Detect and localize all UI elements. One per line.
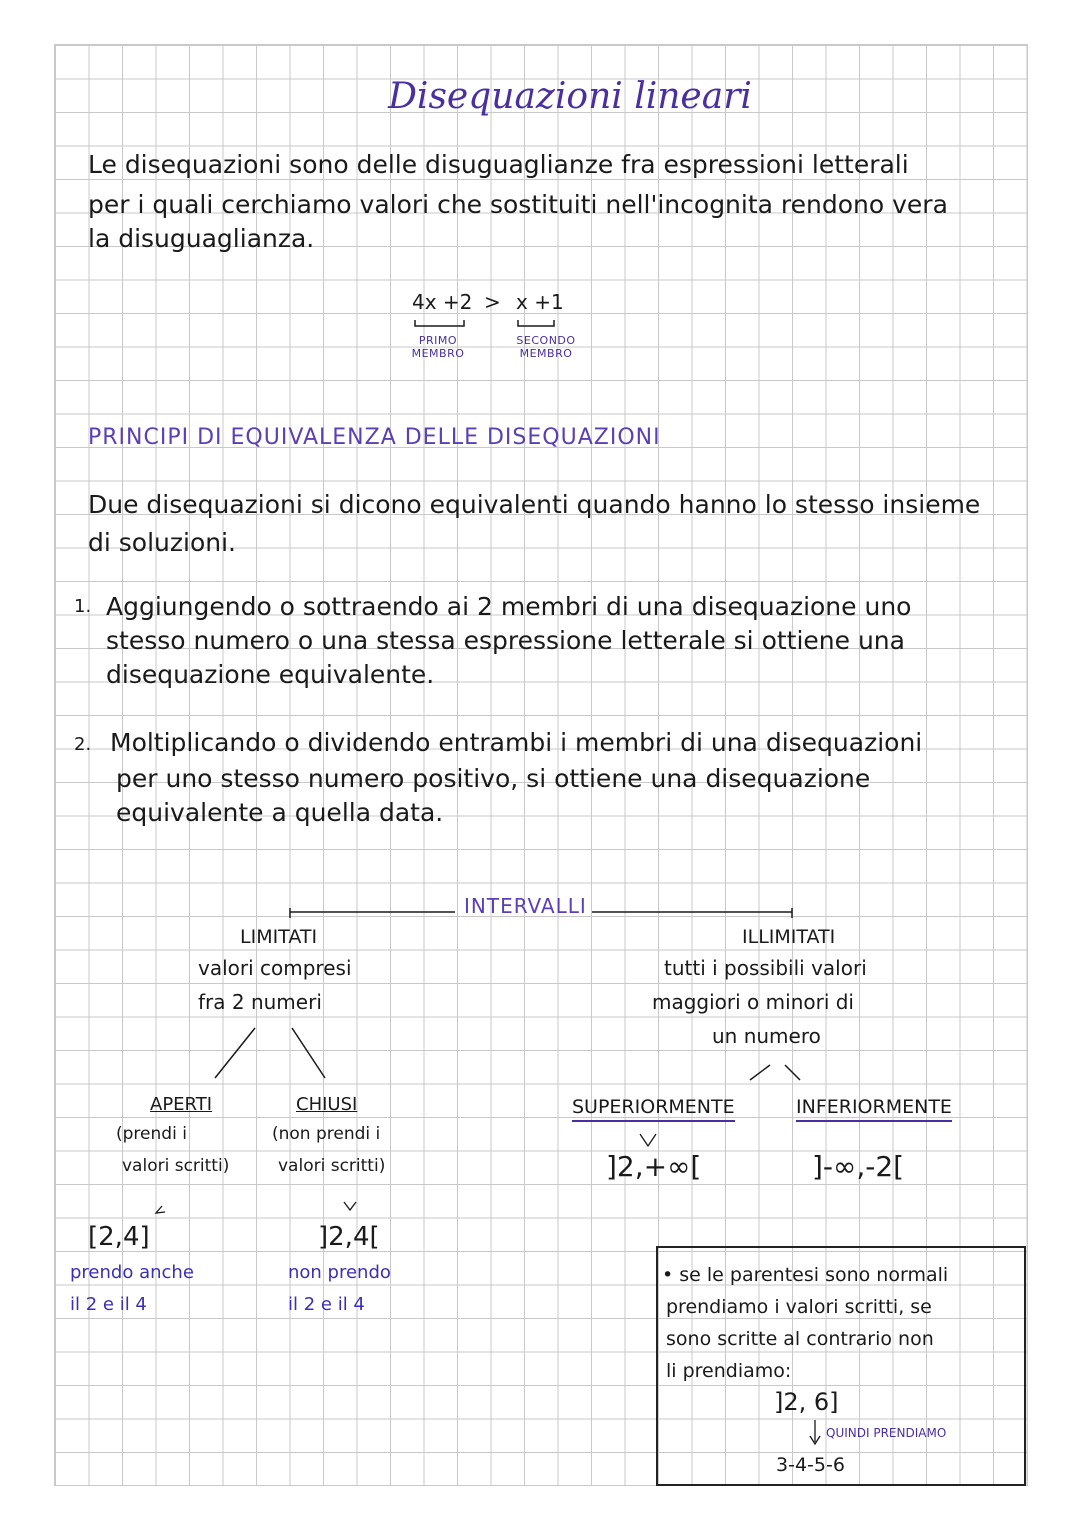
aperti-note-1: prendo anche [70,1262,194,1283]
principle-1-number: 1. [74,596,92,617]
chiusi-label: CHIUSI [296,1094,358,1115]
limitati-desc-1: valori compresi [198,956,352,980]
chiusi-note-1: non prendo [288,1262,391,1283]
branch-superiormente [750,1065,770,1080]
superiormente-example: ]2,+∞[ [606,1150,702,1183]
example-left: 4x +2 [412,290,473,314]
secondo-label: SECONDO [516,334,576,347]
membro-label-1: MEMBRO [411,347,465,360]
principle-2-line-1: Moltiplicando o dividendo entrambi i membri di una disequazioni [110,728,923,757]
limitati-label: LIMITATI [240,926,318,948]
secondo-membro-label [504,334,588,360]
inferiormente-label: INFERIORMENTE [796,1096,952,1122]
chiusi-desc-2: valori scritti) [278,1156,386,1176]
secondo-membro-bracket [518,320,554,326]
principles-heading: PRINCIPI DI EQUIVALENZA DELLE DISEQUAZIONI [88,425,661,450]
intro-line-3: la disuguaglianza. [88,224,315,253]
aperti-label: APERTI [150,1094,213,1115]
primo-label: PRIMO [418,334,458,347]
membro-label-2: MEMBRO [519,347,573,360]
illimitati-desc-2: maggiori o minori di [652,990,854,1014]
example-operator: > [484,290,501,314]
illimitati-desc-1: tutti i possibili valori [664,956,867,980]
aperti-example: [2,4] [88,1222,150,1252]
principle-2-line-3: equivalente a quella data. [116,798,444,827]
arrow-superiormente [640,1134,656,1146]
definition-line-2: di soluzioni. [88,528,236,557]
note-line-3: sono scritte al contrario non [666,1328,934,1350]
note-example: ]2, 6] [774,1388,839,1416]
inferiormente-example: ]-∞,-2[ [812,1150,905,1183]
principle-2-number: 2. [74,734,92,755]
principle-1-line-2: stesso numero o una stessa espressione letterale si ottiene una [106,626,905,655]
limitati-desc-2: fra 2 numeri [198,990,322,1014]
note-line-4: li prendiamo: [666,1360,792,1382]
chiusi-desc-1: (non prendi i [272,1124,381,1144]
branch-inferiormente [785,1065,800,1080]
note-line-1: • se le parentesi sono normali [662,1264,949,1286]
branch-chiusi [292,1028,325,1078]
arrow-chiusi [344,1202,356,1210]
note-line-2: prendiamo i valori scritti, se [666,1296,932,1318]
superiormente-label: SUPERIORMENTE [572,1096,735,1122]
arrow-aperti [156,1206,165,1213]
primo-membro-bracket [415,320,464,326]
aperti-note-2: il 2 e il 4 [70,1294,147,1315]
intro-line-2: per i quali cerchiamo valori che sostituiti nell'incognita rendono vera [88,190,948,219]
note-result: 3-4-5-6 [776,1454,845,1476]
principle-1-line-1: Aggiungendo o sottraendo ai 2 membri di una disequazione uno [106,592,912,621]
illimitati-label: ILLIMITATI [742,926,836,948]
example-right: x +1 [516,290,564,314]
definition-line-1: Due disequazioni si dicono equivalenti quando hanno lo stesso insieme [88,490,981,519]
branch-aperti [215,1028,255,1078]
illimitati-desc-3: un numero [712,1024,821,1048]
principle-2-line-2: per uno stesso numero positivo, si ottiene una disequazione [116,764,871,793]
chiusi-example: ]2,4[ [318,1222,380,1252]
aperti-desc-2: valori scritti) [122,1156,230,1176]
chiusi-note-2: il 2 e il 4 [288,1294,365,1315]
note-arrow-label: QUINDI PRENDIAMO [826,1426,947,1440]
principle-1-line-3: disequazione equivalente. [106,660,435,689]
page-title: Disequazioni lineari [388,76,752,117]
intervals-heading: INTERVALLI [464,894,587,918]
intro-line-1: Le disequazioni sono delle disuguaglianze fra espressioni letterali [88,150,909,179]
primo-membro-label [398,334,478,360]
aperti-desc-1: (prendi i [116,1124,187,1144]
